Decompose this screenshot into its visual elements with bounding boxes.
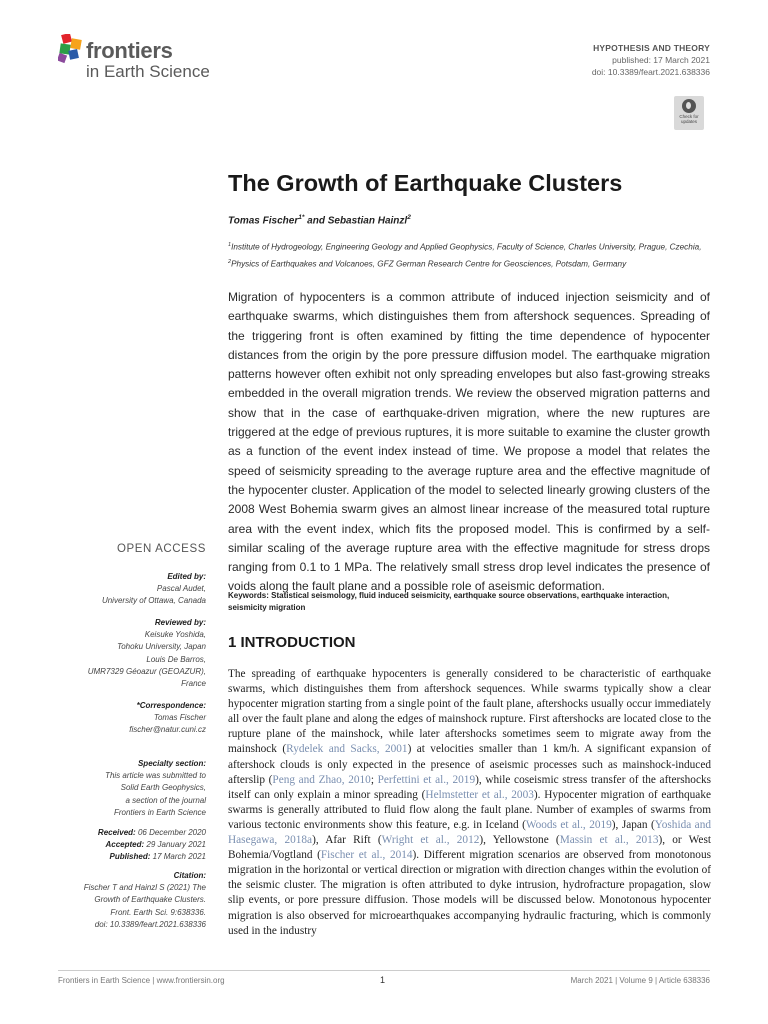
logo-wordmark: frontiers	[86, 38, 173, 63]
footer-divider	[58, 970, 710, 971]
dates-block: Received: 06 December 2020 Accepted: 29 January 2021 Published: 17 March 2021	[97, 828, 206, 862]
author-name[interactable]: Tomas Fischer	[228, 215, 299, 227]
abstract: Migration of hypocenters is a common attribute of induced injection seismicity and of earthquake swarms, which distinguishes them from aftershock sequences. Spreading of the triggering front is often examined by fitting the time dependence of hypocenter distances from the origin by the pore pressure diffusion model. The earthquake migration patterns however often exhibit not only spreading envelopes but also fast-growing streaks embedded in the overall migration trends. We review the observed migration patterns and show that in the case of earthquake-driven migration, where the new ruptures are triggered at the edge of previous ruptures, it is more suitable to examine the cluster growth as a function of the event index instead of time. We propose a model that relates the speed of seismicity spreading to the average rupture area and the effective magnitude of the hypocenter cluster. Application of the model to selected linearly growing clusters of the 2008 West Bohemia swarm gives an almost linear increase of the measured total rupture area with the event index, which fits the proposed model. This is confirmed by a self-similar scaling of the average rupture area with the effective magnitude for stress drops ranging from 0.1 to 1 MPa. The relatively small stress drop level indicates the presence of voids along the fault plane and a possible role of aseismic deformation.	[228, 290, 710, 594]
citation-link[interactable]: Wright et al., 2012	[381, 834, 480, 847]
intro-text: ) at velocities smaller than 1 km/h. A significant expansion of aftershock clouds is only expected in the presence of aseismic processes such as mainshock-induced afterslip (	[228, 743, 711, 786]
specialty-section-block: Specialty section: This article was submitted to Solid Earth Geophysics, a section of the journal Frontiers in Earth Science	[105, 759, 206, 817]
introduction-body	[228, 667, 711, 939]
citation-link[interactable]: Fischer et al., 2014	[320, 849, 413, 862]
correspondence-block: *Correspondence: Tomas Fischer fischer@natur.cuni.cz	[129, 700, 206, 737]
correspondence-email[interactable]: fischer@natur.cuni.cz	[129, 725, 206, 735]
citation-link[interactable]: Helmstetter et al., 2003	[425, 788, 534, 801]
check-for-updates-badge[interactable]: Check for updates	[674, 96, 704, 130]
intro-text: ). Hypocenter migration of earthquake swarms is generally attributed to fluid flow along the fault plane. Number of examples of swarms from various tectonic environments show this feature, e.g. in Iceland (	[228, 788, 711, 831]
intro-text: ;	[370, 773, 378, 786]
author-name[interactable]: Sebastian Hainzl	[327, 215, 408, 227]
article-title: The Growth of Earthquake Clusters	[228, 170, 623, 196]
intro-text: ), while coseismic stress transfer of the aftershocks itself can only explain a minor spreading (	[228, 773, 712, 801]
logo-journal-name: in Earth Science	[86, 62, 210, 81]
keywords-text: Statistical seismology, fluid induced seismicity, earthquake source observations, earthquake interaction, seismicity migration	[228, 591, 670, 612]
citation-block: Citation: Fischer T and Hainzl S (2021) The Growth of Earthquake Clusters. Front. Earth Sci. 9:638336. doi: 10.3389/feart.2021.638336	[83, 871, 206, 929]
open-access-label: OPEN ACCESS	[116, 543, 206, 555]
intro-text: ), or West Bohemia/Vogtland (	[228, 834, 711, 862]
intro-text: ), Afar Rift (	[312, 834, 382, 847]
keywords-label: Keywords:	[228, 591, 269, 600]
citation-link[interactable]: Peng and Zhao, 2010	[272, 773, 371, 786]
intro-text: ). Different migration scenarios are observed from monotonous migration in the horizontal or vertical direction or migration with direction changes within the evolution of the seismic cluster. The migration is often attributed to dyke intrusion, hydrofracture propagation, slow slip events, or pore pressure diffusion. Those models will be discussed below. Monotonous hypocenter migration is also observed for microearthquakes accompanying hydraulic fracturing, which is commonly used in the industry	[228, 849, 711, 937]
reviewed-by-block: Reviewed by: Keisuke Yoshida, Tohoku University, Japan Louis De Barros, UMR7329 Géoazur (GEOAZUR), France	[87, 618, 206, 689]
citation-link[interactable]: Woods et al., 2019	[525, 818, 612, 831]
intro-text: The spreading of earthquake hypocenters is generally considered to be characteristic of earthquake swarms, which distinguishes them from aftershock sequences. While swarms typically show a clear hypocenter migration starting from a single point of the fault plane, aftershocks usually occur immediately all over the fault plane and along the edges of mainshock rupture. First aftershocks are located close to the rupture plane of the mainshock, while later aftershocks sometimes seem to migrate away from the mainshock (	[228, 668, 711, 756]
citation-link[interactable]: Rydelek and Sacks, 2001	[286, 743, 408, 756]
footer-issue-info: March 2021 | Volume 9 | Article 638336	[570, 976, 710, 985]
keywords	[228, 590, 710, 614]
citation-link[interactable]: Yoshida and Hasegawa, 2018a	[228, 818, 711, 847]
page-number: 1	[380, 975, 386, 985]
affiliations: $^1$Institute of Hydrogeology, Engineering Geology and Applied Geophysics, Faculty of Science, Charles University, Prague, Czechia, $^2$Physics of Earthquakes and Volcanoes, GFZ German Research Centre for Geosciences, Potsdam, Germany	[228, 242, 702, 269]
citation-link[interactable]: Perfettini et al., 2019	[377, 773, 476, 786]
section-heading: 1 INTRODUCTION	[228, 634, 356, 651]
journal-logo	[58, 34, 258, 84]
citation-link[interactable]: Massin et al., 2013	[559, 834, 659, 847]
intro-text: ), Japan (	[611, 818, 655, 831]
published-date: published: 17 March 2021	[612, 55, 710, 65]
intro-text: ), Yellowstone (	[479, 834, 560, 847]
edited-by-block: Edited by: Pascal Audet, University of Ottawa, Canada	[101, 572, 206, 606]
crossmark-icon	[682, 99, 696, 113]
article-meta	[592, 42, 710, 78]
footer-journal-link[interactable]: Frontiers in Earth Science | www.frontiersin.org	[58, 976, 225, 985]
article-type: HYPOTHESIS AND THEORY	[593, 43, 710, 53]
frontiers-logo-icon	[58, 34, 84, 64]
article-doi[interactable]: doi: 10.3389/feart.2021.638336	[591, 67, 710, 77]
author-list: Tomas Fischer$^{1*}$ and Sebastian Hainzl$^2$	[228, 214, 411, 227]
